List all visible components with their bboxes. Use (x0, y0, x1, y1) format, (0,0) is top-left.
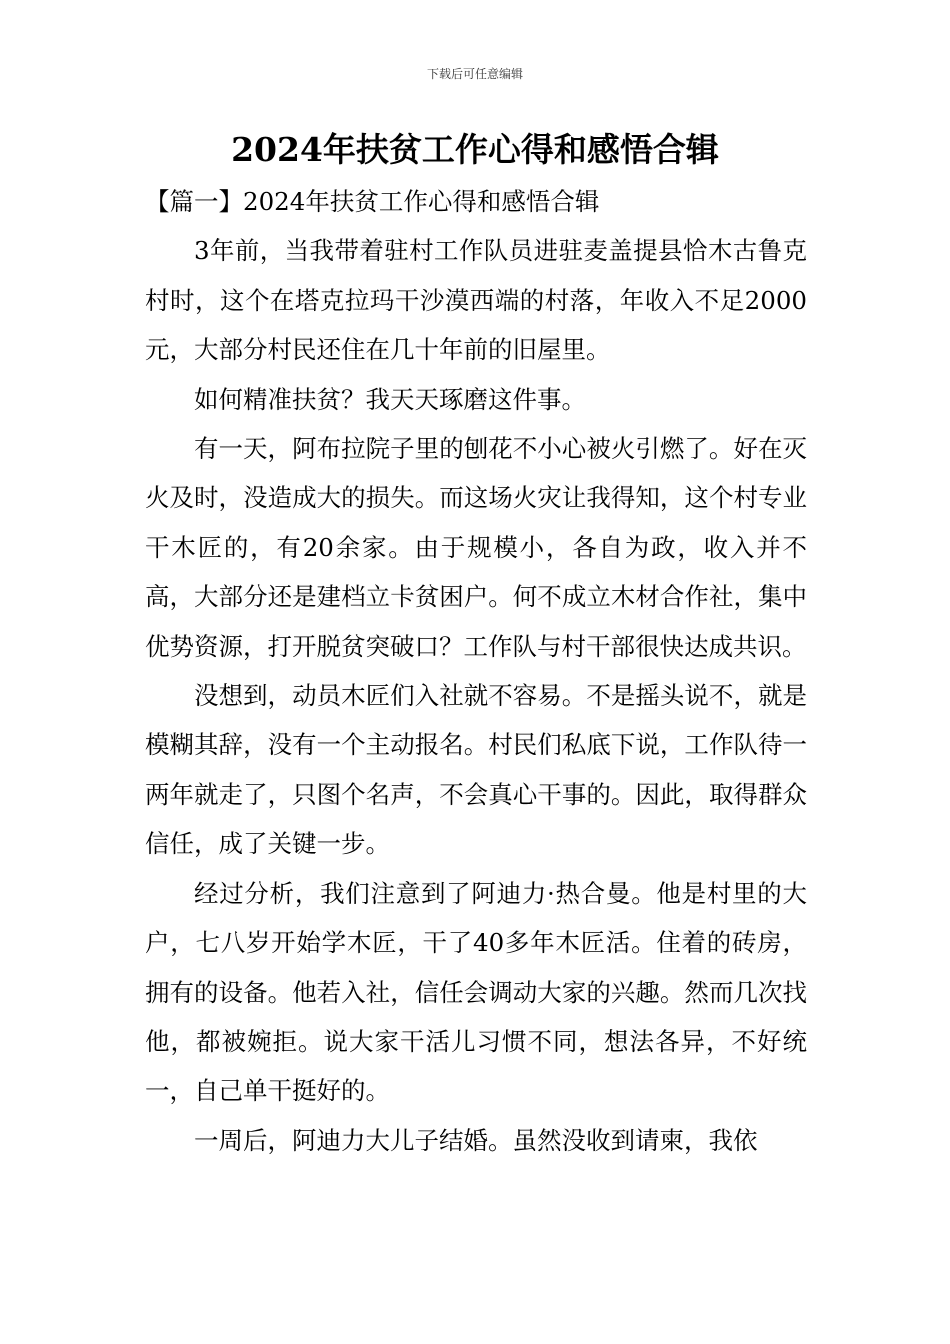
section-heading: 【篇一】2024年扶贫工作心得和感悟合辑 (145, 187, 600, 216)
document-title: 2024年扶贫工作心得和感悟合辑 (231, 130, 719, 169)
paragraph-4: 没想到，动员木匠们入社就不容易。不是摇头说不，就是模糊其辞，没有一个主动报名。村民们私底下说，工作队待一两年就走了，只图个名声，不会真心干事的。因此，取得群众信任，成了关键一步。 (145, 681, 807, 859)
paragraph-1: 3年前，当我带着驻村工作队员进驻麦盖提县恰木古鲁克村时，这个在塔克拉玛干沙漠西端的村落，年收入不足2000元，大部分村民还住在几十年前的旧屋里。 (145, 236, 807, 365)
paragraph-5: 经过分析，我们注意到了阿迪力·热合曼。他是村里的大户，七八岁开始学木匠，干了40多年木匠活。住着的砖房，拥有的设备。他若入社，信任会调动大家的兴趣。然而几次找他，都被婉拒。说大家干活儿习惯不同，想法各异，不好统一，自己单干挺好的。 (145, 878, 807, 1106)
document-body (145, 177, 807, 1165)
paragraph-6: 一周后，阿迪力大儿子结婚。虽然没收到请柬，我依 (194, 1125, 758, 1155)
header-note: 下载后可任意编辑 (426, 67, 523, 81)
paragraph-2: 如何精准扶贫？我天天琢磨这件事。 (194, 384, 586, 414)
paragraph-3: 有一天，阿布拉院子里的刨花不小心被火引燃了。好在灭火及时，没造成大的损失。而这场火灾让我得知，这个村专业干木匠的，有20余家。由于规模小，各自为政，收入并不高，大部分还是建档立卡贫困户。何不成立木材合作社，集中优势资源，打开脱贫突破口？工作队与村干部很快达成共识。 (145, 434, 807, 661)
